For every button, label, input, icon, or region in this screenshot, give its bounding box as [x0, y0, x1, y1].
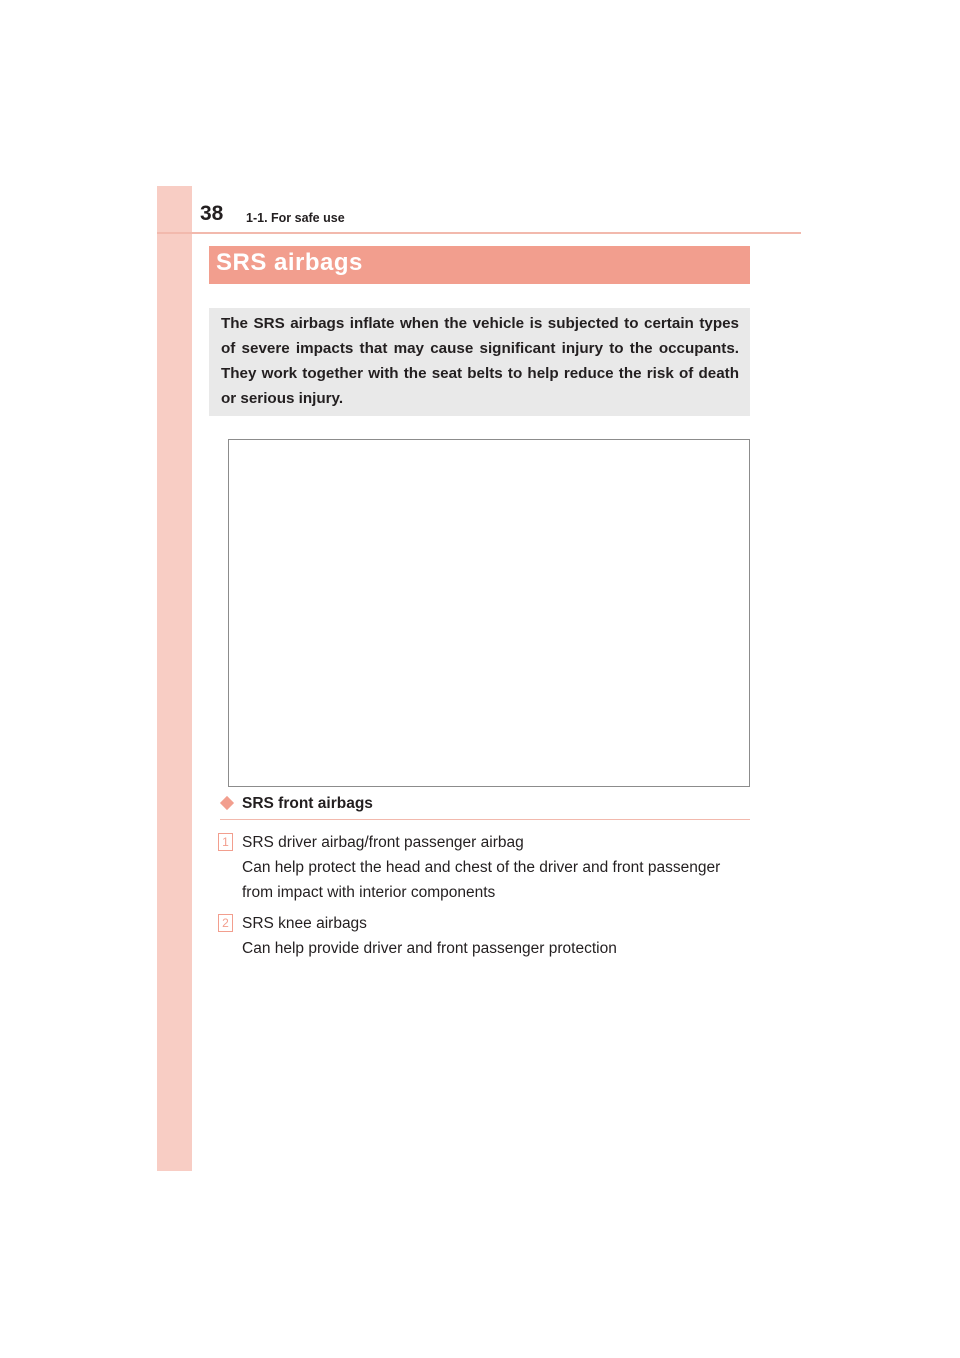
item-body [242, 830, 753, 905]
item-title: SRS driver airbag/front passenger airbag [242, 834, 524, 851]
item-description: Can help protect the head and chest of the driver and front passenger from impact with interior components [242, 859, 721, 901]
page-title: SRS airbags [216, 249, 363, 276]
chapter-side-tab [157, 186, 192, 1171]
title-bar [209, 246, 750, 284]
intro-box [209, 308, 750, 416]
item-number-badge: 2 [218, 914, 233, 932]
subheading [220, 794, 750, 820]
header-divider [157, 232, 801, 234]
illustration-frame [228, 439, 750, 787]
item-description: Can help provide driver and front passenger protection [242, 940, 617, 957]
page-number: 38 [200, 202, 224, 225]
intro-text: The SRS airbags inflate when the vehicle is subjected to certain types of severe impacts that may cause significant injury to the occupants. They work together with the seat belts to help reduce the risk of death or serious injury. [221, 315, 739, 407]
item-body [242, 911, 753, 961]
section-label: 1-1. For safe use [246, 211, 345, 225]
item-number-badge: 1 [218, 833, 233, 851]
item-title: SRS knee airbags [242, 915, 367, 932]
diamond-bullet-icon [220, 796, 234, 810]
subheading-text: SRS front airbags [242, 795, 373, 812]
